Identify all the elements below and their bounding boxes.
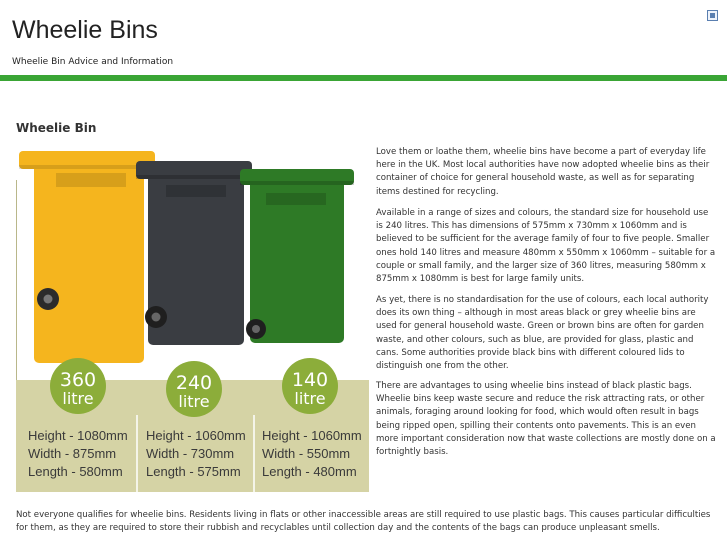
svg-text:litre: litre — [62, 389, 94, 408]
qualification-paragraph: Not everyone qualifies for wheelie bins. Residents living in flats or other inaccessible areas are still required to use plastic bags. This causes particular difficulties for them, as they are required to store their rubbish and recyclables until collection day and the contents of the bags can produce unpleasant smells. — [16, 510, 711, 534]
bin-240-width: Width - 730mm — [146, 446, 235, 461]
header-divider — [0, 75, 727, 81]
capacity-badge-360 — [50, 358, 106, 414]
svg-text:litre: litre — [294, 389, 326, 408]
sizes-paragraph: Available in a range of sizes and colours, the standard size for household use is 240 litres. This has dimensions of 575mm x 730mm x 1060mm and is believed to be sufficient for the average family of four to five people. Smaller ones hold 140 litres and measure 480mm x 550mm x 1060mm – suitable for a couple or small family, and the larger size of 360 litres, measuring 580mm x 875mm x 1080mm is best for large family units. — [376, 208, 716, 285]
capacity-badge-240 — [166, 361, 222, 417]
advantages-paragraph: There are advantages to using wheelie bins instead of black plastic bags. Wheelie bins keep waste secure and reduce the risk attracting rats, or other animals, foraging around looking for food, which would often result in bags being ripped open, spilling their contents onto pavements. This is an even more important consideration now that waste collections are mostly done on a fortnightly basis. — [376, 381, 716, 458]
bin-360-length: Length - 580mm — [28, 464, 123, 479]
wheelie-bin-size-figure — [16, 145, 369, 492]
bin-140-litre — [240, 169, 354, 343]
page-heading: Wheelie Bin — [16, 121, 97, 135]
site-tagline: Wheelie Bin Advice and Information — [12, 57, 174, 67]
svg-text:360: 360 — [59, 369, 97, 391]
bin-240-litre — [136, 161, 252, 345]
bin-360-litre — [19, 151, 155, 363]
svg-text:140: 140 — [291, 369, 329, 391]
capacity-badge-140 — [282, 358, 338, 414]
site-title[interactable]: Wheelie Bins — [12, 16, 158, 44]
svg-text:litre: litre — [178, 392, 210, 411]
colours-paragraph: As yet, there is no standardisation for the use of colours, each local authority does its own thing – although in most areas black or grey wheelie bins are used for general household waste. Green or brown bins are often for garden waste, and other colours, such as blue, are provided for glass, plastic and cans. Some authorities provide black bins with different coloured lids to distinguish one from the other. — [376, 295, 709, 372]
bin-360-width: Width - 875mm — [28, 446, 117, 461]
bin-240-height: Height - 1060mm — [146, 428, 246, 443]
intro-paragraph: Love them or loathe them, wheelie bins have become a part of everyday life here in the UK. Most local authorities have now adopted wheelie bins as their container of choice for general household waste, as well as for separating items destined for recycling. — [376, 147, 710, 197]
svg-text:240: 240 — [175, 372, 213, 394]
bin-140-height: Height - 1060mm — [262, 428, 362, 443]
rss-feed-icon[interactable] — [707, 10, 718, 21]
bin-140-length: Length - 480mm — [262, 464, 357, 479]
bin-140-width: Width - 550mm — [262, 446, 351, 461]
bin-240-length: Length - 575mm — [146, 464, 241, 479]
bin-360-height: Height - 1080mm — [28, 428, 128, 443]
